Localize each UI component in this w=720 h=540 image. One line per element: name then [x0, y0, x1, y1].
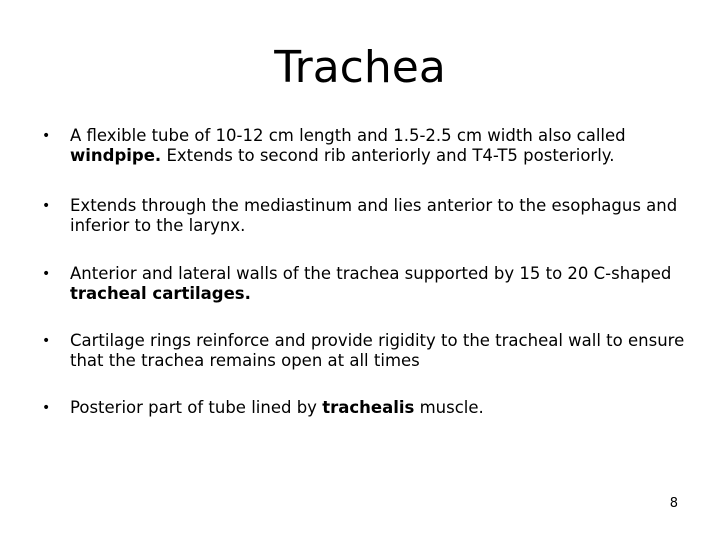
bullet-icon: •	[42, 198, 51, 214]
bullet-text	[70, 331, 684, 370]
bullet-bold-term: tracheal cartilages.	[70, 284, 251, 303]
bullet-text	[70, 264, 671, 303]
bullet-text-segment: Posterior part of tube lined by	[70, 398, 323, 417]
bullet-text-segment: Anterior and lateral walls of the trachea supported by 15 to 20 C-shaped	[70, 264, 672, 283]
bullet-icon: •	[42, 400, 51, 416]
page-number: 8	[669, 496, 678, 511]
bullet-text-segment: muscle.	[414, 398, 484, 417]
bullet-icon: •	[42, 266, 51, 282]
bullet-text-segment: Extends to second rib anteriorly and T4-T5 posteriorly.	[161, 146, 615, 165]
bullet-text	[70, 398, 484, 417]
bullet-item-trachealis	[42, 398, 484, 418]
bullet-text	[70, 196, 677, 235]
bullet-icon: •	[42, 333, 51, 349]
bullet-item-rigidity	[42, 331, 692, 371]
bullet-text-segment: A flexible tube of 10-12 cm length and 1.5-2.5 cm width also called	[70, 126, 626, 145]
bullet-text	[70, 126, 626, 165]
bullet-bold-term: trachealis	[322, 398, 415, 417]
slide-title: Trachea	[274, 42, 446, 93]
bullet-item-cartilages	[42, 264, 692, 304]
bullet-text-segment: Extends through the mediastinum and lies anterior to the esophagus and inferior to the larynx.	[70, 196, 678, 235]
bullet-text-segment: Cartilage rings reinforce and provide rigidity to the tracheal wall to ensure that the trachea remains open at all times	[70, 331, 685, 370]
bullet-item-tube-dimensions	[42, 126, 692, 166]
bullet-item-location	[42, 196, 692, 236]
bullet-icon: •	[42, 128, 51, 144]
bullet-bold-term: windpipe.	[70, 146, 162, 165]
